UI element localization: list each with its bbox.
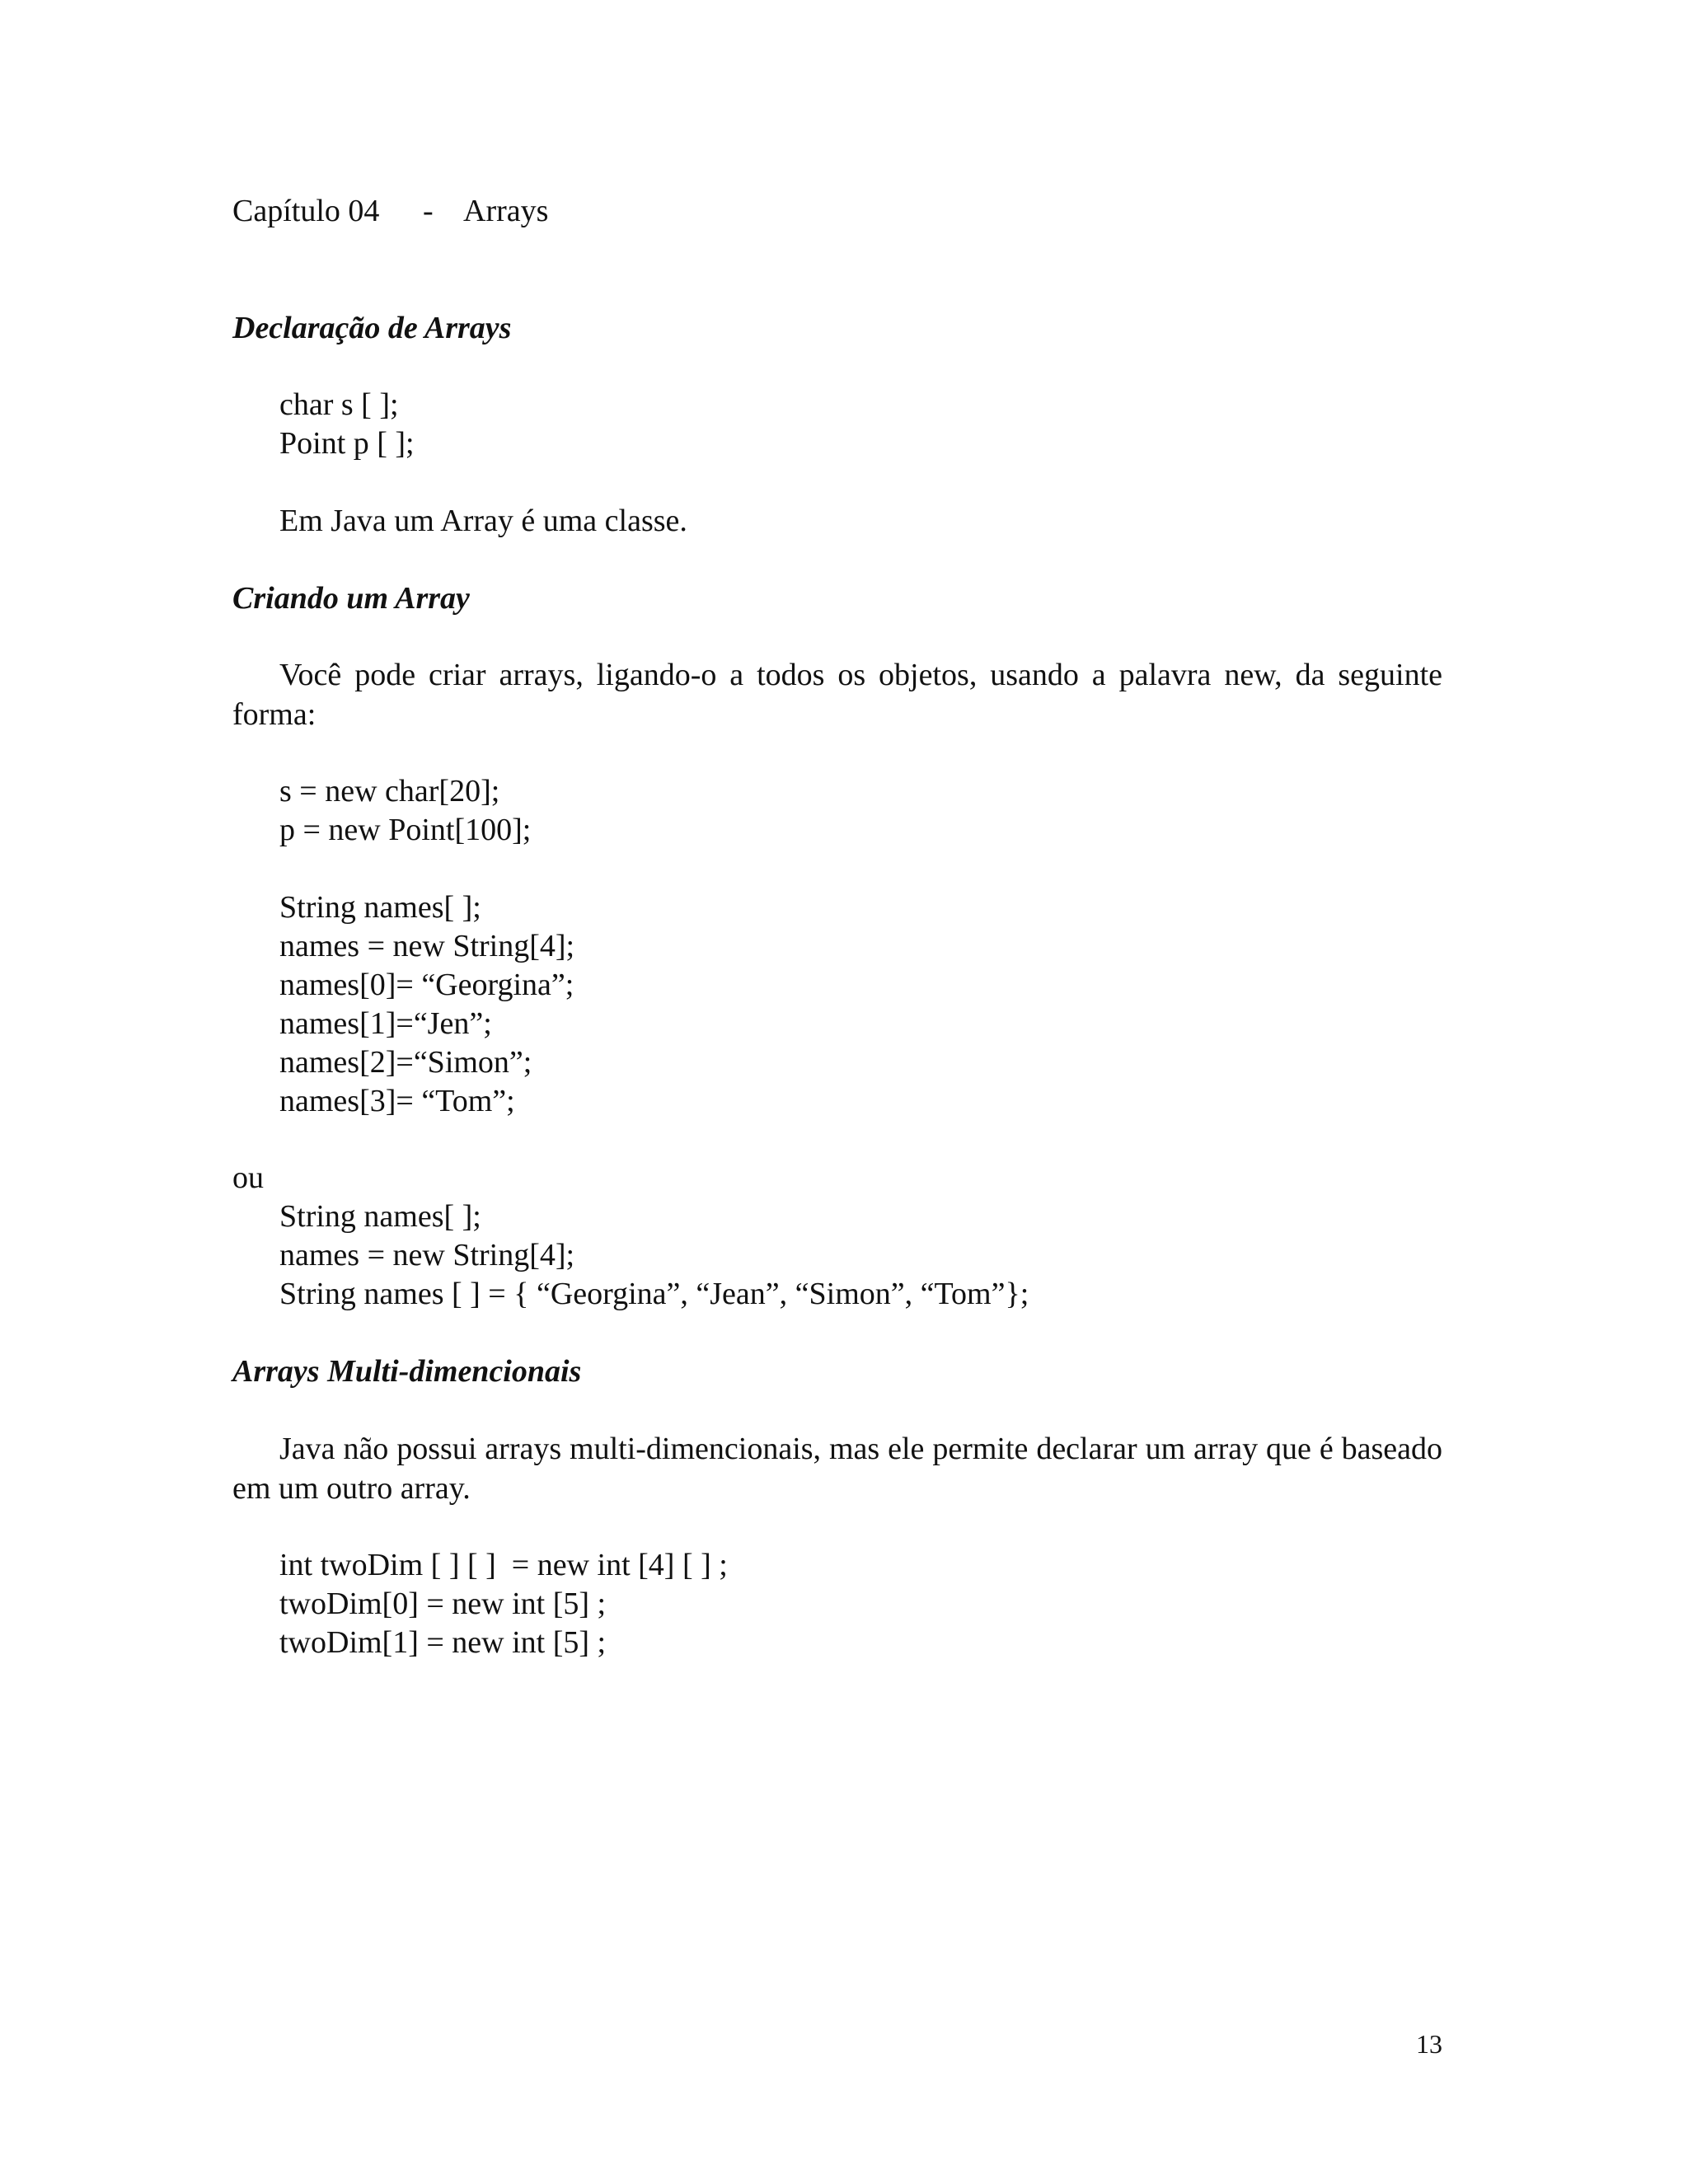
code-line: p = new Point[100];	[279, 813, 532, 847]
chapter-separator: -	[423, 194, 434, 228]
code-line: String names [ ] = { “Georgina”, “Jean”, “Simon”, “Tom”};	[279, 1277, 1029, 1311]
code-line: names[3]= “Tom”;	[279, 1084, 515, 1118]
code-line: names = new String[4];	[279, 929, 575, 963]
code-line: names[0]= “Georgina”;	[279, 968, 574, 1002]
code-line: twoDim[0] = new int [5] ;	[279, 1586, 607, 1621]
chapter-title: Arrays	[463, 194, 549, 228]
body-paragraph: Java não possui arrays multi-dimencionais, mas ele permite declarar um array que é baseado em um outro array.	[232, 1432, 1442, 1506]
page-number: 13	[1416, 2029, 1442, 2059]
code-line: int twoDim [ ] [ ] = new int [4] [ ] ;	[279, 1548, 728, 1582]
code-line: twoDim[1] = new int [5] ;	[279, 1625, 607, 1660]
code-line: names[2]=“Simon”;	[279, 1045, 532, 1080]
code-line: String names[ ];	[279, 890, 481, 925]
section-heading-multi: Arrays Multi-dimencionais	[232, 1354, 582, 1389]
code-line: s = new char[20];	[279, 774, 500, 808]
code-line: names = new String[4];	[279, 1238, 575, 1272]
body-note: Em Java um Array é uma classe.	[279, 504, 687, 538]
section-heading-declaracao: Declaração de Arrays	[232, 311, 512, 345]
code-line: Point p [ ];	[279, 426, 415, 461]
body-paragraph: Você pode criar arrays, ligando-o a todos os objetos, usando a palavra new, da seguinte forma:	[232, 658, 1442, 732]
code-line: names[1]=“Jen”;	[279, 1006, 492, 1041]
code-line: char s [ ];	[279, 387, 399, 422]
chapter-number: Capítulo 04	[232, 194, 380, 228]
code-line: String names[ ];	[279, 1199, 481, 1234]
or-label: ou	[232, 1160, 264, 1195]
section-heading-criando: Criando um Array	[232, 581, 470, 616]
